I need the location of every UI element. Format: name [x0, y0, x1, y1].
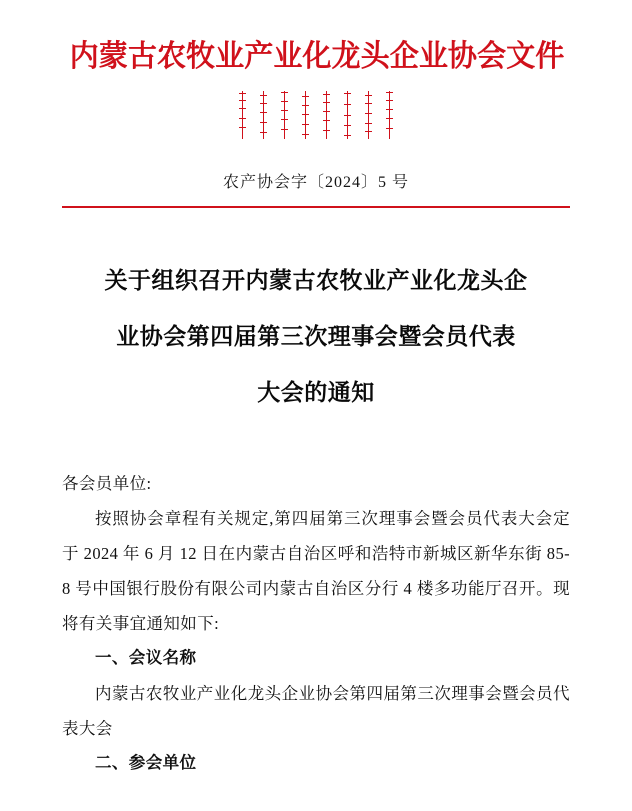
mongolian-script-column	[386, 89, 393, 141]
red-divider-rule	[62, 206, 570, 209]
document-body	[62, 466, 570, 781]
salutation: 各会员单位:	[62, 474, 152, 493]
document-title-line: 业协会第四届第三次理事会暨会员代表	[116, 323, 516, 349]
mongolian-script-column	[239, 89, 246, 141]
mongolian-script-column	[260, 89, 267, 141]
document-title-line: 大会的通知	[257, 379, 375, 405]
document-number-block	[62, 169, 570, 192]
mongolian-script-column	[302, 89, 309, 141]
body-paragraph-1: 按照协会章程有关规定,第四届第三次理事会暨会员代表大会定于 2024 年 6 月 12 日在内蒙古自治区呼和浩特市新城区新华东街 85-8 号中国银行股份有限公司内蒙古自治区分行 4 楼多功能厅召开。现将有关事宜通知如下:	[62, 509, 570, 633]
mongolian-script-column	[365, 89, 372, 141]
mongolian-script-column	[281, 89, 288, 141]
masthead	[62, 0, 570, 147]
section-2-heading: 二、参会单位	[95, 754, 197, 772]
document-title	[62, 252, 570, 420]
document-number: 农产协会字〔2024〕5 号	[222, 173, 409, 191]
section-1-heading: 一、会议名称	[95, 649, 197, 667]
mongolian-script-column	[344, 89, 351, 141]
masthead-title: 内蒙古农牧业产业化龙头企业协会文件	[69, 40, 565, 73]
mongolian-script-decoration	[62, 89, 570, 147]
section-1-text: 内蒙古农牧业产业化龙头企业协会第四届第三次理事会暨会员代表大会	[62, 684, 570, 738]
mongolian-script-column	[323, 89, 330, 141]
document-title-line: 关于组织召开内蒙古农牧业产业化龙头企	[104, 267, 528, 293]
